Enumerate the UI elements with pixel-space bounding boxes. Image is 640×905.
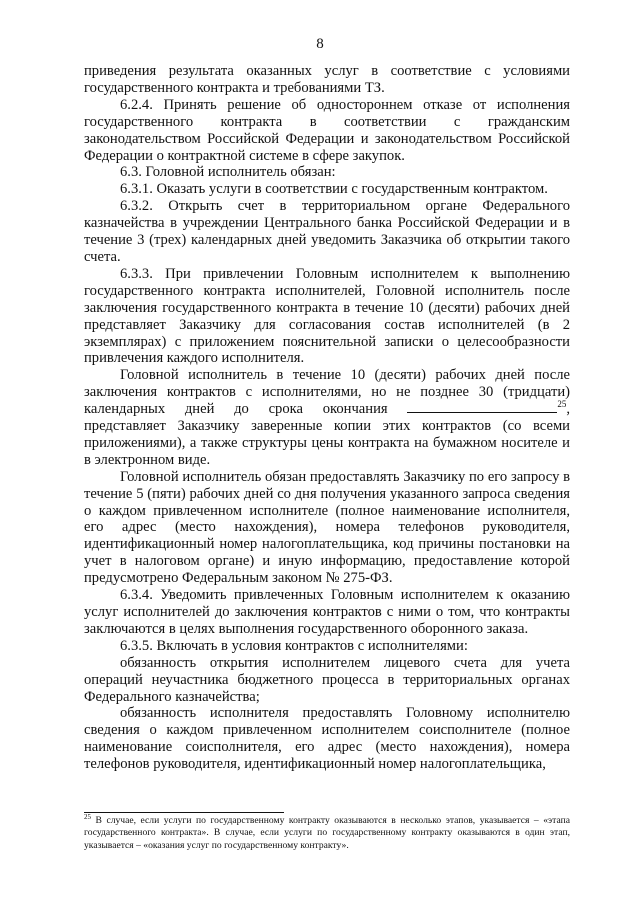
- paragraph-6-2-4: 6.2.4. Принять решение об одностороннем отказе от исполнения государственного контракта в соответствии с гражданским законодательством Российской Федерации и законодательством Российской Федерации о контрактной системе в сфере закупок.: [84, 96, 570, 164]
- paragraph-copies-of-contracts: [84, 367, 570, 468]
- paragraph-6-3-1: 6.3.1. Оказать услуги в соответствии с государственным контрактом.: [120, 181, 548, 198]
- paragraph-6-3-5: 6.3.5. Включать в условия контрактов с исполнителями:: [120, 637, 468, 654]
- footnote: [84, 812, 570, 852]
- paragraph-6-3-4: 6.3.4. Уведомить привлеченных Головным исполнителем к оказанию услуг исполнителей до заключения контрактов с ними о том, что контракты заключаются в целях выполнения государственного оборонного заказа.: [84, 587, 570, 637]
- paragraph-6-3: 6.3. Головной исполнитель обязан:: [120, 164, 336, 181]
- footnote-divider: [84, 812, 284, 813]
- paragraph-6-3-3: 6.3.3. При привлечении Головным исполнителем к выполнению государственного контракта исполнителей, Головной исполнитель после заключения государственного контракта в течение 10 (десяти) рабочих дней представляет Заказчику для согласования состав исполнителей (в 2 экземплярах) с приложением пояснительной записки о целесообразности привлечения каждого исполнителя.: [84, 265, 570, 367]
- footnote-reference: 25: [557, 399, 567, 410]
- paragraph-0: приведения результата оказанных услуг в соответствие с условиями государственного контракта и требованиями ТЗ.: [84, 63, 570, 96]
- paragraph-obligation-info: обязанность исполнителя предоставлять Головному исполнителю сведения о каждом привлеченном исполнителем соисполнителе (полное наименование соисполнителя, его адрес (место нахождения), номера телефонов руководителя, идентификационный номер налогоплательщика,: [84, 705, 570, 773]
- page-number: 8: [316, 36, 324, 52]
- paragraph-6-3-2: 6.3.2. Открыть счет в территориальном органе Федерального казначейства в учреждении Центрального банка Российской Федерации и в течение 3 (трех) календарных дней уведомить Заказчика об открытии такого счета.: [84, 198, 570, 265]
- fill-in-blank: [407, 401, 557, 413]
- footnote-text: В случае, если услуги по государственному контракту оказываются в несколько этапов, указывается – «этапа государственного контракта». В случае, если услуги по государственному контракту оказываются в один этап, указывается – «оказания услуг по государственному контракту».: [84, 815, 570, 851]
- document-body: [84, 63, 570, 773]
- paragraph-info-on-request: Головной исполнитель обязан предоставлять Заказчику по его запросу в течение 5 (пяти) рабочих дней со дня получения указанного запроса сведения о каждом привлеченном исполнителе (полное наименование исполнителя, его адрес (место нахождения), номера телефонов руководителя, идентификационный номер налогоплательщика, код причины постановки на учет в налоговом органе) и иную информацию, предоставление которой предусмотрено Федеральным законом № 275-ФЗ.: [84, 468, 570, 587]
- paragraph-obligation-account: обязанность открытия исполнителем лицевого счета для учета операций неучастника бюджетного процесса в территориальных органах Федерального казначейства;: [84, 654, 570, 705]
- paragraph-text-before-blank: Головной исполнитель в течение 10 (десяти) рабочих дней после заключения контрактов с исполнителями, но не позднее 30 (тридцати) календарных дней до срока окончания: [84, 367, 570, 418]
- paragraph-text-after-blank: , представляет Заказчику заверенные копии этих контрактов (со всеми приложениями), а также структуры цены контракта на бумажном носителе и в электронном виде.: [84, 401, 570, 468]
- footnote-number: 25: [84, 812, 91, 821]
